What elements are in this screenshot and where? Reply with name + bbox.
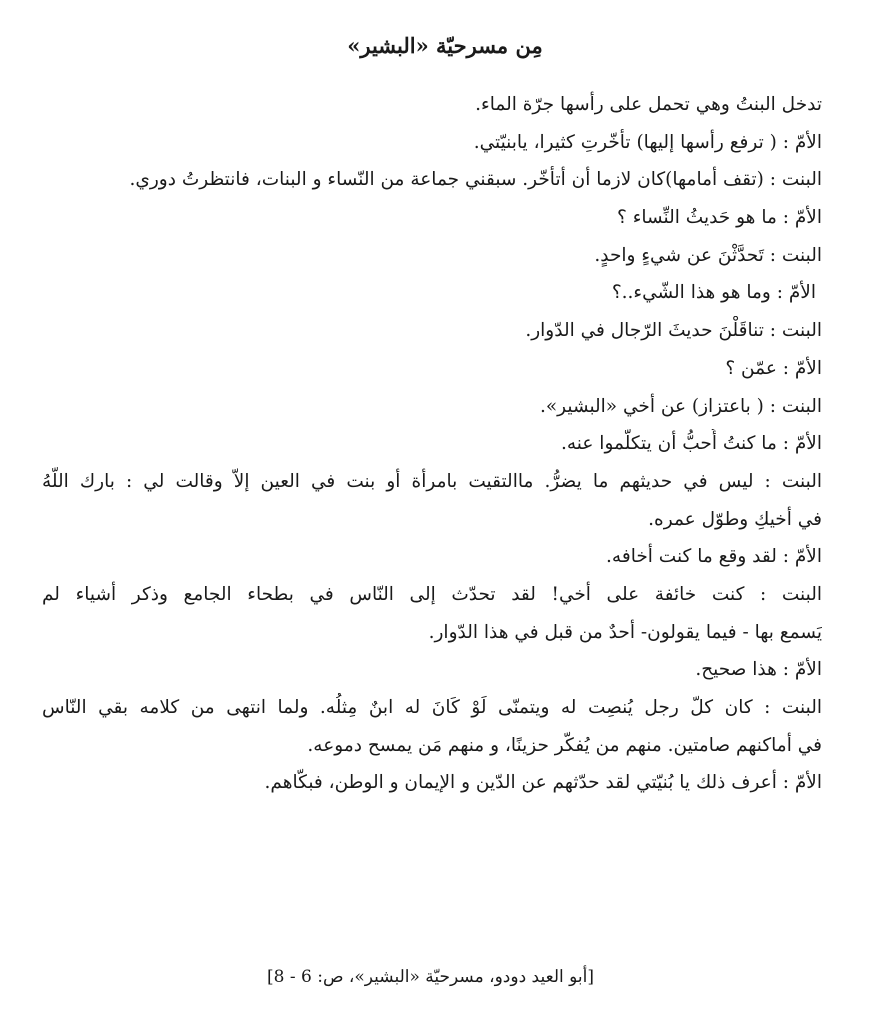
text-line: الأمّ : لقد وقع ما كنت أخافه.	[606, 546, 822, 568]
text-line: البنت : تَحدَّثْنَ عن شيءٍ واحدٍ.	[594, 244, 822, 266]
text-line: البنت : (تقف أمامها)كان لازما أن أتأخّر. سبقني جماعة من النّساء و البنات، فانتظرتُ دوري.	[129, 169, 822, 191]
text-line: الأمّ : ( ترفع رأسها إليها) تأخّرتِ كثيرا، يابنيّتي.	[473, 131, 822, 153]
text-line: تدخل البنتُ وهي تحمل على رأسها جرّة الماء.	[475, 94, 822, 115]
text-line: البنت : ( باعتزاز) عن أخي «البشير».	[539, 395, 822, 417]
text-line: الأمّ : أعرف ذلك يا بُنيّتي لقد حدّثهم عن الدّين و الإيمان و الوطن، فبكّاهم.	[264, 772, 822, 794]
text-line: يَسمع بها - فيما يقولون- أحدٌ من قبل في هذا الدّوار.	[428, 621, 822, 643]
text-line: الأمّ : وما هو هذا الشّيء..؟	[611, 282, 816, 304]
text-line: في أخيكِ وطوّل عمره.	[648, 508, 822, 530]
text-line: في أماكنهم صامتين. منهم من يُفكّر حزينًا، و منهم مَن يمسح دموعه.	[307, 734, 822, 756]
dialogue-text	[42, 90, 822, 806]
text-line: البنت : كان كلّ رجل يُنصِت له ويتمنّى لَوْ كَانَ له ابنٌ مِثلُه. ولما انتهى من كلامه بقي النّاس	[42, 697, 822, 718]
text-line: الأمّ : ما كنتُ أُحبُّ أن يتكلّموا عنه.	[561, 433, 822, 455]
text-line: الأمّ : هذا صحيح.	[695, 659, 822, 681]
source-citation: [أبو العيد دودو، مسرحيّة «البشير»، ص: 6 - 8]	[266, 967, 594, 987]
text-line: البنت : تناقَلْنَ حديثَ الرّجال في الدّوار.	[525, 320, 822, 342]
text-line: البنت : ليس في حديثهم ما يضرُّ. ماالتقيت بامرأة أو بنت في العين إلاّ وقالت لي : بارك اللّهُ	[42, 470, 822, 492]
text-line: البنت : كنت خائفة على أخي! لقد تحدّث إلى النّاس في بطحاء الجامع وذكر أشياء لم	[42, 583, 822, 605]
text-line: الأمّ : ما هو حَديثُ النِّساء ؟	[617, 207, 822, 229]
page-title: مِن مسرحيّة «البشير»	[347, 33, 543, 58]
text-line: الأمّ : عمّن ؟	[725, 357, 822, 379]
